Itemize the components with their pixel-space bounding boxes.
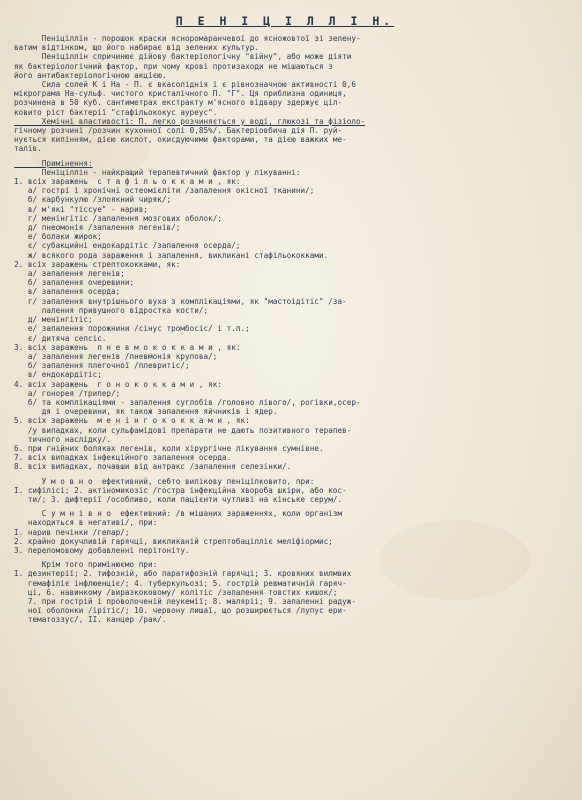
text-line: І. нарив печінки /гепар/; — [14, 527, 130, 537]
text-line: ж/ всякого рода зараження і запалення, викликані стафільококками. — [14, 250, 329, 260]
paper-stain — [30, 120, 150, 180]
text-line: г/ менінгітіс /запалення мозгових оболок/; — [14, 213, 222, 223]
text-line: тематоззус/, ІІ. канцер /рак/. — [14, 615, 167, 625]
text-line: гемафіліє інфлюенціє/; 4. туберкульозі; 5. гострій ревматичній гаряч- — [14, 578, 347, 588]
text-line: ковито ріст бактерії "стафільококус ауреус". — [14, 107, 218, 117]
text-line: б/ запалення очеревини; — [14, 278, 135, 288]
text-line: б/ та комплікаціями - запалення суглобів /головно лівого/, рогівки,осер- — [14, 397, 361, 407]
text-line: е/ запалення порожнини /сінус тромбосіс/ і т.п.; — [14, 324, 250, 334]
text-line: 7. при гострій і проволоченій леукемії; 8. маляріі; 9. запаленні радуж- — [14, 596, 357, 606]
text-line: ватим відтінком, що його набирає від зелених культур. — [14, 43, 259, 53]
text-line: його антибактеріологічною акцією. — [14, 70, 167, 80]
text-line: ти/; 3. дифтерії /особливо, коли пацієнти чутливі на кінське серум/. — [14, 494, 343, 504]
text-line: 2. всіх заражень стрептококками, як: — [14, 259, 181, 269]
text-line: Примінення: — [14, 158, 93, 168]
text-line: в/ запалення осерда; — [14, 287, 121, 297]
paper-stain — [380, 520, 530, 600]
text-line: гічному розчині /розчин кухонної солі 0,85%/. Бактеріовбича дія П. руй- — [14, 126, 343, 136]
text-line: д/ пнеомонія /запалення легенів/; — [14, 223, 181, 233]
text-line: 5. всіх заражень м е н і н г о к о к к а м и , як: — [14, 416, 250, 426]
text-line: С у м н і в н о ефективний: /в мішаних зараженнях, коли організм — [14, 509, 343, 519]
text-line: 7. всіх випадках інфекційного запалення осерда. — [14, 453, 232, 463]
text-line: 3. переломовому добавленні перітоніту. — [14, 545, 190, 555]
text-line: Пеніціллін спричинює дійову бактеріологічну "війну", або може діяти — [14, 52, 352, 62]
text-line: розчинена в 50 куб. сантиметрах екстракту м'ясного відвару здержує ціл- — [14, 98, 343, 108]
text-line: І. всіх заражень с т а ф і л ь о к к а м и , як: — [14, 177, 241, 187]
text-line: ці, 6. навинкому /виразкоковому/ колітіс /запалення товстих кишок/; — [14, 587, 338, 597]
text-line: І. сифілісі; 2. актіномикозіс /гостра інфекційна хвороба шкіри, або кос- — [14, 485, 347, 495]
text-line: д/ менінгітіс; — [14, 315, 93, 325]
text-line: ної оболонки /ірітіс/; 10. червону лишаї, що розширюється /лупус ери- — [14, 606, 347, 616]
text-line: палення привушного відростка кости/; — [14, 305, 209, 315]
text-line: Пеніціллін - порошок краски ясноромаранчевої до ясножовтої зі зелену- — [14, 34, 361, 43]
text-line: У м о в н о ефективний, себто вилікову пеніцілковито, при: — [14, 476, 315, 486]
text-line: як бактеріологічний фактор, при чому крові протизаходи не мішаються з — [14, 61, 333, 71]
text-line: Хемічні властивості: П. легко розчиняється у воді, глюкозі та фізіоло- — [14, 116, 366, 126]
text-line: 2. крайно докучливій гарячці, викликаній стрептобацілліє меліфіормис; — [14, 536, 333, 546]
text-line: в/ м'які "тіссуе" - нарив; — [14, 204, 149, 214]
text-line: в/ ендокардітіс; — [14, 370, 102, 380]
text-line: г/ запалення внутрішнього вуха з комплікаціями, як "мастоідітіс" /за- — [14, 296, 347, 306]
text-line: мікрограма На-сульф. чистого кристалічного П. "Г". Ця приблизна одиниця, — [14, 89, 347, 99]
text-line: 6. при гнійних боляках легенів, коли хірургічне лікування сумнівне. — [14, 443, 324, 453]
text-line: б/ карбункулю /злоякний чиряк/; — [14, 195, 172, 205]
text-line: е/ болаки жирок; — [14, 232, 102, 242]
text-line: дя і очеревини, як також запалення яйчників і ядер. — [14, 407, 278, 417]
text-line: а/ запалення легенів; — [14, 269, 125, 279]
text-line: а/ гонорея /трипер/; — [14, 388, 121, 398]
text-line: 4. всіх заражень г о н о к о к к а м и , як: — [14, 379, 222, 389]
text-line: 3. всіх заражень п н е в м о к о к к а м и , як: — [14, 342, 241, 352]
text-line: а/ запалення легенів /пневмонія крупова/; — [14, 351, 218, 361]
text-line: Пеніціллін - найкращий терапевтичний фактор у лікуванні: — [14, 167, 301, 177]
text-line: є/ дитяча сепсіс. — [14, 333, 107, 343]
text-line: тичного наслідку/. — [14, 434, 112, 444]
document-title: П Е Н І Ц І Л Л І Н. — [175, 14, 395, 28]
text-line: Сила солей К і На - П. є вкасоліднія і є рівнозначною активності 0,6 — [14, 80, 357, 90]
text-line: Крім того примінюємо при: — [14, 560, 158, 570]
text-line: 8. всіх випадках, почавши від антракс /запалення селезінки/. — [14, 462, 292, 472]
text-line: нується кипінням, дією кислот, окисдуючими факторами, та дією важких ме- — [14, 135, 347, 145]
text-line: є/ субакцийні ендокардітіс /запалення осерда/; — [14, 241, 241, 251]
text-line: находиться в негативі/, при: — [14, 518, 158, 528]
text-line: /у випадках, коли сульфамідові препарати не дають позитивного терапев- — [14, 425, 352, 435]
text-line: б/ запалення плегочної /плевритіс/; — [14, 361, 190, 371]
text-line: І. дезинтерії; 2. тифозній, або паратифозній гарячці; 3. кровяних вилмвих — [14, 569, 352, 579]
text-line: талів. — [14, 144, 42, 154]
text-line: а/ гострі і хронічні остеомієліти /запалення окісної тканини/; — [14, 186, 315, 196]
